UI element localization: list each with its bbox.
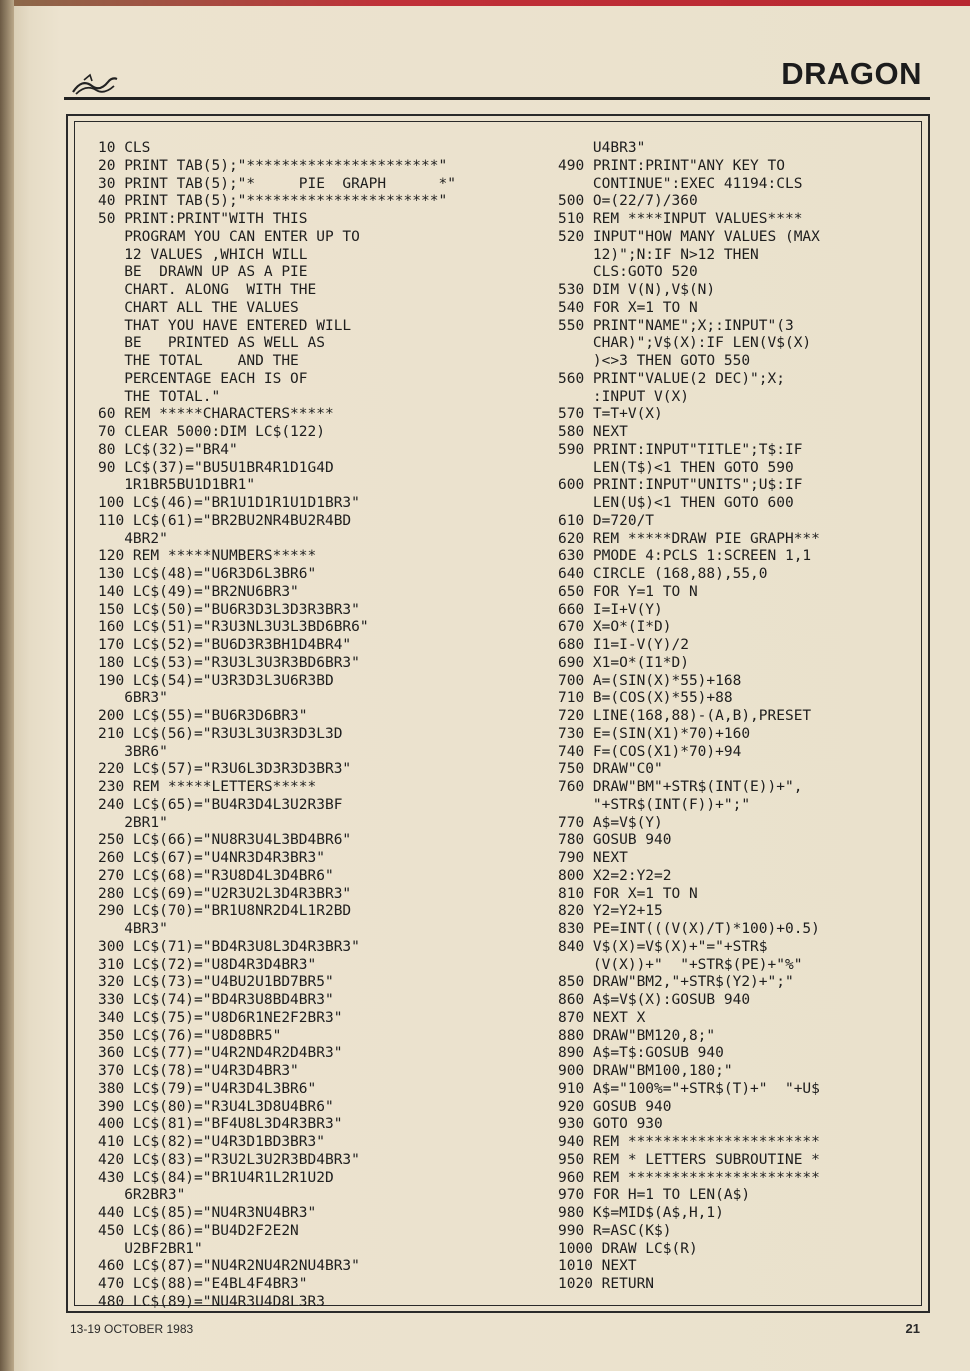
code-line: 260 LC$(67)="U4NR3D4R3BR3" bbox=[98, 850, 325, 866]
code-line: 2BR1" bbox=[98, 814, 168, 831]
code-line: 750 DRAW"C0" bbox=[558, 761, 663, 778]
code-line: 310 LC$(72)="U8D4R3D4BR3" bbox=[98, 956, 317, 973]
code-line: 240 LC$(65)="BU4R3D4L3U2R3BF bbox=[98, 796, 343, 813]
code-line: 480 LC$(89)="NU4R3U4D8L3R3 bbox=[98, 1293, 325, 1310]
code-line: 250 LC$(66)="NU8R3U4L3BD4BR6" bbox=[98, 832, 352, 849]
code-line: 700 A=(SIN(X)*55)+168 bbox=[558, 672, 742, 689]
code-line: 190 LC$(54)="U3R3D3L3U6R3BD bbox=[98, 672, 334, 689]
dragon-logo-icon bbox=[70, 72, 120, 96]
code-line: 490 PRINT:PRINT"ANY KEY TO bbox=[558, 157, 785, 174]
code-line: 220 LC$(57)="R3U6L3D3R3D3BR3" bbox=[98, 761, 352, 778]
code-line: 130 LC$(48)="U6R3D6L3BR6" bbox=[98, 566, 317, 582]
page-number: 21 bbox=[905, 1321, 920, 1336]
code-line: 4BR3" bbox=[98, 921, 168, 937]
code-line: 350 LC$(76)="U8D8BR5" bbox=[98, 1027, 282, 1044]
code-line: 530 DIM V(N),V$(N) bbox=[558, 282, 716, 298]
code-line: 780 GOSUB 940 bbox=[558, 832, 672, 849]
footer-date: 13-19 OCTOBER 1983 bbox=[70, 1322, 194, 1336]
code-line: 10 CLS bbox=[98, 140, 151, 156]
code-line: 320 LC$(73)="U4BU2U1BD7BR5" bbox=[98, 974, 334, 991]
code-line: 330 LC$(74)="BD4R3U8BD4BR3" bbox=[98, 992, 334, 1008]
code-line: 100 LC$(46)="BR1U1D1R1U1D1BR3" bbox=[98, 495, 360, 511]
code-line: 970 FOR H=1 TO LEN(A$) bbox=[558, 1187, 751, 1204]
code-line: 90 LC$(37)="BU5U1BR4R1D1G4D bbox=[98, 459, 334, 476]
code-line: 860 A$=V$(X):GOSUB 940 bbox=[558, 992, 751, 1008]
code-line: 890 A$=T$:GOSUB 940 bbox=[558, 1045, 724, 1062]
code-line: 3BR6" bbox=[98, 743, 168, 760]
code-line: 6R2BR3" bbox=[98, 1187, 186, 1204]
code-line: 640 CIRCLE (168,88),55,0 bbox=[558, 566, 768, 582]
code-line: 1010 NEXT bbox=[558, 1258, 637, 1275]
code-line: CHAR)";V$(X):IF LEN(V$(X) bbox=[558, 335, 812, 352]
code-line: 470 LC$(88)="E4BL4F4BR3" bbox=[98, 1276, 308, 1292]
code-line: 670 X=O*(I*D) bbox=[558, 619, 672, 636]
code-line: 800 X2=2:Y2=2 bbox=[558, 867, 672, 884]
top-edge-strip bbox=[0, 0, 970, 6]
code-line: 680 I1=I-V(Y)/2 bbox=[558, 637, 689, 653]
code-line: 180 LC$(53)="R3U3L3U3R3BD6BR3" bbox=[98, 654, 360, 671]
code-line: BE PRINTED AS WELL AS bbox=[98, 335, 325, 352]
code-line: 880 DRAW"BM120,8;" bbox=[558, 1027, 716, 1044]
code-line: 440 LC$(85)="NU4R3NU4BR3" bbox=[98, 1205, 317, 1221]
code-line: 300 LC$(71)="BD4R3U8L3D4R3BR3" bbox=[98, 938, 360, 955]
code-line: CHART. ALONG WITH THE bbox=[98, 282, 317, 298]
code-line: 900 DRAW"BM100,180;" bbox=[558, 1063, 733, 1079]
code-line: 720 LINE(168,88)-(A,B),PRESET bbox=[558, 708, 812, 724]
code-line: 60 REM *****CHARACTERS***** bbox=[98, 406, 334, 423]
code-line: 620 REM *****DRAW PIE GRAPH*** bbox=[558, 530, 820, 547]
code-line: 850 DRAW"BM2,"+STR$(Y2)+";" bbox=[558, 974, 794, 991]
code-line: 690 X1=O*(I1*D) bbox=[558, 654, 689, 671]
code-line: 110 LC$(61)="BR2BU2NR4BU2R4BD bbox=[98, 512, 352, 529]
code-line: 6BR3" bbox=[98, 690, 168, 707]
code-line: 390 LC$(80)="R3U4L3D8U4BR6" bbox=[98, 1098, 334, 1115]
code-line: THE TOTAL." bbox=[98, 388, 221, 405]
code-line: 760 DRAW"BM"+STR$(INT(E))+", bbox=[558, 779, 803, 795]
code-line: 790 NEXT bbox=[558, 850, 628, 866]
code-line: PERCENTAGE EACH IS OF bbox=[98, 370, 308, 387]
code-line: :INPUT V(X) bbox=[558, 388, 689, 405]
code-line: (V(X))+" "+STR$(PE)+"%" bbox=[558, 956, 803, 973]
code-line: 120 REM *****NUMBERS***** bbox=[98, 548, 317, 565]
code-line: 340 LC$(75)="U8D6R1NE2F2BR3" bbox=[98, 1009, 343, 1026]
code-line: 500 O=(22/7)/360 bbox=[558, 193, 698, 210]
code-line: 80 LC$(32)="BR4" bbox=[98, 441, 238, 458]
code-line: 140 LC$(49)="BR2NU6BR3" bbox=[98, 583, 299, 600]
code-line: )<>3 THEN GOTO 550 bbox=[558, 353, 751, 369]
code-line: 460 LC$(87)="NU4R2NU4R2NU4BR3" bbox=[98, 1258, 360, 1275]
code-line: 660 I=I+V(Y) bbox=[558, 601, 663, 618]
code-line: U2BF2BR1" bbox=[98, 1240, 203, 1257]
code-line: PROGRAM YOU CAN ENTER UP TO bbox=[98, 228, 360, 245]
code-line: 170 LC$(52)="BU6D3R3BH1D4BR4" bbox=[98, 637, 352, 653]
code-line: 950 REM * LETTERS SUBROUTINE * bbox=[558, 1151, 820, 1168]
code-line: 30 PRINT TAB(5);"* PIE GRAPH *" bbox=[98, 175, 456, 192]
code-line: 910 A$="100%="+STR$(T)+" "+U$ bbox=[558, 1080, 820, 1097]
listing-column-right bbox=[558, 140, 820, 1294]
code-line: 830 PE=INT(((V(X)/T)*100)+0.5) bbox=[558, 921, 820, 937]
code-line: 420 LC$(83)="R3U2L3U2R3BD4BR3" bbox=[98, 1151, 360, 1168]
code-line: 450 LC$(86)="BU4D2F2E2N bbox=[98, 1222, 299, 1239]
code-line: 840 V$(X)=V$(X)+"="+STR$ bbox=[558, 938, 768, 955]
code-line: 870 NEXT X bbox=[558, 1009, 646, 1026]
code-line: 210 LC$(56)="R3U3L3U3R3D3L3D bbox=[98, 725, 343, 742]
code-line: 370 LC$(78)="U4R3D4BR3" bbox=[98, 1063, 299, 1079]
code-line: 820 Y2=Y2+15 bbox=[558, 903, 663, 920]
code-line: 290 LC$(70)="BR1U8NR2D4L1R2BD bbox=[98, 903, 352, 920]
code-line: CHART ALL THE VALUES bbox=[98, 299, 299, 316]
code-line: 160 LC$(51)="R3U3NL3U3L3BD6BR6" bbox=[98, 619, 369, 636]
code-line: 540 FOR X=1 TO N bbox=[558, 299, 698, 316]
code-line: 1000 DRAW LC$(R) bbox=[558, 1240, 698, 1257]
code-line: THE TOTAL AND THE bbox=[98, 353, 299, 369]
code-line: 920 GOSUB 940 bbox=[558, 1098, 672, 1115]
code-line: 12)";N:IF N>12 THEN bbox=[558, 246, 759, 263]
code-line: 990 R=ASC(K$) bbox=[558, 1222, 672, 1239]
code-line: U4BR3" bbox=[558, 140, 646, 156]
code-line: 410 LC$(82)="U4R3D1BD3BR3" bbox=[98, 1134, 325, 1150]
code-line: 200 LC$(55)="BU6R3D6BR3" bbox=[98, 708, 308, 724]
code-line: 40 PRINT TAB(5);"**********************" bbox=[98, 193, 448, 210]
code-line: 580 NEXT bbox=[558, 424, 628, 440]
code-line: 730 E=(SIN(X1)*70)+160 bbox=[558, 725, 751, 742]
code-line: 4BR2" bbox=[98, 530, 168, 547]
code-line: BE DRAWN UP AS A PIE bbox=[98, 264, 308, 281]
code-line: 400 LC$(81)="BF4U8L3D4R3BR3" bbox=[98, 1116, 343, 1133]
code-line: 70 CLEAR 5000:DIM LC$(122) bbox=[98, 424, 325, 440]
code-line: CLS:GOTO 520 bbox=[558, 264, 698, 281]
header-rule bbox=[64, 97, 930, 100]
section-title: DRAGON bbox=[781, 56, 922, 91]
code-line: 510 REM ****INPUT VALUES**** bbox=[558, 211, 803, 227]
code-line: 560 PRINT"VALUE(2 DEC)";X; bbox=[558, 370, 785, 387]
code-line: 610 D=720/T bbox=[558, 512, 655, 529]
code-line: 550 PRINT"NAME";X;:INPUT"(3 bbox=[558, 317, 794, 334]
code-line: 280 LC$(69)="U2R3U2L3D4R3BR3" bbox=[98, 885, 352, 902]
code-line: THAT YOU HAVE ENTERED WILL bbox=[98, 317, 352, 334]
code-line: 770 A$=V$(Y) bbox=[558, 814, 663, 831]
code-line: 360 LC$(77)="U4R2ND4R2D4BR3" bbox=[98, 1045, 343, 1062]
code-line: 12 VALUES ,WHICH WILL bbox=[98, 246, 308, 263]
code-line: 630 PMODE 4:PCLS 1:SCREEN 1,1 bbox=[558, 548, 812, 565]
code-line: 150 LC$(50)="BU6R3D3L3D3R3BR3" bbox=[98, 601, 360, 618]
code-line: 570 T=T+V(X) bbox=[558, 406, 663, 423]
code-line: LEN(U$)<1 THEN GOTO 600 bbox=[558, 495, 794, 511]
code-line: 230 REM *****LETTERS***** bbox=[98, 779, 317, 795]
code-line: 710 B=(COS(X)*55)+88 bbox=[558, 690, 733, 707]
code-line: 930 GOTO 930 bbox=[558, 1116, 663, 1133]
code-line: 600 PRINT:INPUT"UNITS";U$:IF bbox=[558, 477, 803, 494]
code-line: 380 LC$(79)="U4R3D4L3BR6" bbox=[98, 1080, 317, 1097]
code-line: 960 REM ********************** bbox=[558, 1169, 820, 1186]
code-line: 980 K$=MID$(A$,H,1) bbox=[558, 1205, 724, 1221]
code-line: 590 PRINT:INPUT"TITLE";T$:IF bbox=[558, 441, 803, 458]
listing-column-left bbox=[98, 140, 456, 1312]
code-line: 50 PRINT:PRINT"WITH THIS bbox=[98, 211, 308, 227]
code-line: 520 INPUT"HOW MANY VALUES (MAX bbox=[558, 228, 820, 245]
code-line: "+STR$(INT(F))+";" bbox=[558, 796, 751, 813]
code-line: 430 LC$(84)="BR1U4R1L2R1U2D bbox=[98, 1169, 334, 1186]
code-line: 1020 RETURN bbox=[558, 1276, 655, 1292]
code-line: LEN(T$)<1 THEN GOTO 590 bbox=[558, 459, 794, 476]
code-line: 650 FOR Y=1 TO N bbox=[558, 583, 698, 600]
code-line: 740 F=(COS(X1)*70)+94 bbox=[558, 743, 742, 760]
code-line: 270 LC$(68)="R3U8D4L3D4BR6" bbox=[98, 867, 334, 884]
page-spine-shadow bbox=[0, 0, 14, 1371]
code-line: CONTINUE":EXEC 41194:CLS bbox=[558, 175, 803, 192]
code-line: 20 PRINT TAB(5);"**********************" bbox=[98, 157, 448, 174]
code-line: 1R1BR5BU1D1BR1" bbox=[98, 477, 256, 494]
code-line: 940 REM ********************** bbox=[558, 1134, 820, 1150]
code-line: 810 FOR X=1 TO N bbox=[558, 885, 698, 902]
